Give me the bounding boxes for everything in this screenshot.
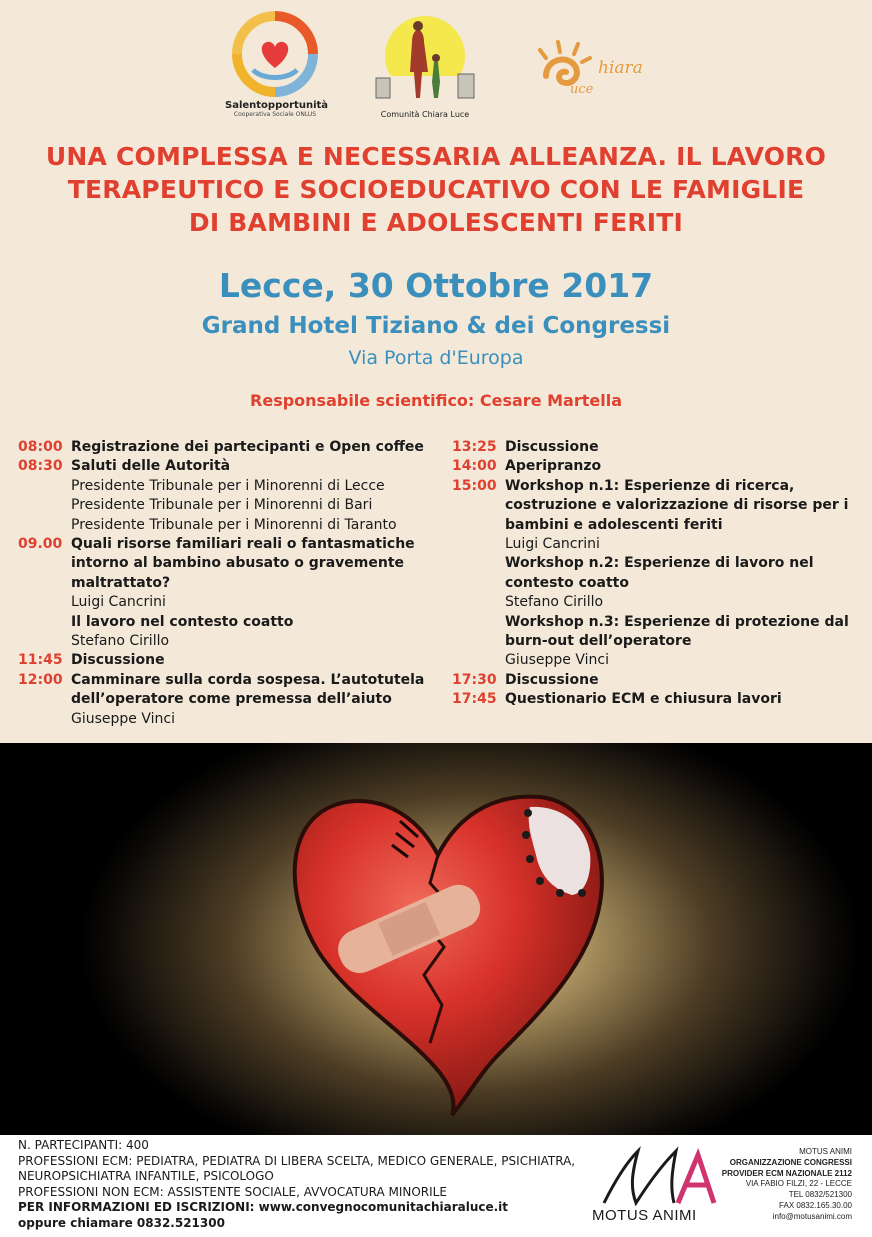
program-row xyxy=(452,438,862,457)
participants-count: N. PARTECIPANTI: 400 xyxy=(18,1138,149,1152)
program-text: Giuseppe Vinci xyxy=(505,652,609,669)
program-text: Presidente Tribunale per i Minorenni di Taranto xyxy=(71,516,397,533)
event-address: Via Porta d'Europa xyxy=(348,347,524,369)
title-line-3: DI BAMBINI E ADOLESCENTI FERITI xyxy=(188,208,684,237)
program-row xyxy=(18,574,438,593)
program-text: burn-out dell’operatore xyxy=(505,633,692,650)
luce-word: uce xyxy=(570,82,594,97)
program-text: Saluti delle Autorità xyxy=(71,458,231,475)
program-row xyxy=(18,554,438,573)
hands-heart-icon xyxy=(229,10,321,98)
salentopportunita-name: Salentopportunità xyxy=(225,100,329,111)
program-row xyxy=(18,690,438,709)
organizer-fax: FAX 0832.165.30.00 xyxy=(779,1200,852,1210)
organizer-info xyxy=(722,1147,852,1223)
program-row xyxy=(18,438,438,457)
footer-info xyxy=(18,1138,575,1231)
program-row xyxy=(18,477,438,496)
program-left-column xyxy=(18,438,438,729)
program-text: costruzione e valorizzazione di risorse per i xyxy=(505,497,849,514)
program-row xyxy=(18,457,438,476)
program-text: dell’operatore come premessa dell’aiuto xyxy=(71,691,392,708)
program-text: Questionario ECM e chiusura lavori xyxy=(505,691,782,708)
program-text: Workshop n.3: Esperienze di protezione dal xyxy=(505,613,849,630)
program-time: 15:00 xyxy=(452,477,497,494)
program-row xyxy=(18,593,438,612)
program-text: intorno al bambino abusato o gravemente xyxy=(71,555,405,572)
broken-heart-image xyxy=(0,743,872,1135)
program-row xyxy=(452,457,862,476)
program-time: 14:00 xyxy=(452,458,497,475)
event-title xyxy=(0,140,872,239)
non-ecm-professions: PROFESSIONI NON ECM: ASSISTENTE SOCIALE, AVVOCATURA MINORILE xyxy=(18,1184,447,1199)
organizer-name: MOTUS ANIMI xyxy=(799,1147,852,1156)
registration-phone: oppure chiamare 0832.521300 xyxy=(18,1215,225,1230)
program-row xyxy=(452,671,862,690)
program-time: 17:45 xyxy=(452,691,497,708)
program-text: Luigi Cancrini xyxy=(505,536,600,553)
title-line-2: TERAPEUTICO E SOCIOEDUCATIVO CON LE FAMIGLIE xyxy=(67,175,805,204)
program-text: Presidente Tribunale per i Minorenni di Bari xyxy=(71,497,373,514)
organizer-address: VIA FABIO FILZI, 22 - LECCE xyxy=(745,1179,852,1189)
salentopportunita-subtitle: Cooperativa Sociale ONLUS xyxy=(233,111,317,118)
program-row xyxy=(18,516,438,535)
program-text: maltrattato? xyxy=(71,574,171,591)
program-text: bambini e adolescenti feriti xyxy=(505,516,723,533)
program-text: Registrazione dei partecipanti e Open coffee xyxy=(71,439,424,455)
program-row xyxy=(452,651,862,670)
program-text: Camminare sulla corda sospesa. L’autotutela xyxy=(71,671,425,688)
ma-monogram-icon xyxy=(590,1145,720,1207)
program-row xyxy=(452,477,862,496)
program-time: 11:45 xyxy=(18,652,63,669)
scientific-responsible: Responsabile scientifico: Cesare Martella xyxy=(250,391,622,410)
program-row xyxy=(452,496,862,515)
motus-animi-brand: MOTUS ANIMI xyxy=(592,1207,697,1224)
motus-animi-logo xyxy=(590,1145,730,1225)
program-time: 12:00 xyxy=(18,671,63,688)
program-row xyxy=(452,690,862,709)
registration-info-link[interactable]: PER INFORMAZIONI ED ISCRIZIONI: www.convegnocomunitachiaraluce.it xyxy=(18,1200,509,1214)
program-row xyxy=(18,535,438,554)
program-text: Presidente Tribunale per i Minorenni di Lecce xyxy=(71,477,385,494)
organizer-role: ORGANIZZAZIONE CONGRESSI xyxy=(729,1157,852,1167)
program-row xyxy=(452,554,862,573)
program-row xyxy=(18,671,438,690)
program-time: 08:30 xyxy=(18,458,63,475)
program-text: Aperipranzo xyxy=(505,458,602,475)
program-row xyxy=(452,632,862,651)
program-row xyxy=(452,516,862,535)
comunita-chiara-luce-logo xyxy=(370,12,480,119)
program-row xyxy=(452,535,862,554)
program-time: 13:25 xyxy=(452,439,497,455)
program-time: 17:30 xyxy=(452,671,497,688)
program-text: Discussione xyxy=(505,439,599,455)
program-text: Il lavoro nel contesto coatto xyxy=(71,613,294,630)
patched-heart-icon xyxy=(0,743,872,1135)
program-row xyxy=(452,574,862,593)
program-row xyxy=(18,632,438,651)
ecm-professions-line-1: PROFESSIONI ECM: PEDIATRA, PEDIATRA DI LIBERA SCELTA, MEDICO GENERALE, PSICHIATRA, xyxy=(18,1153,576,1168)
comunita-name: Comunità Chiara Luce xyxy=(380,110,470,119)
program-text: Giuseppe Vinci xyxy=(71,710,175,727)
program-text: Discussione xyxy=(71,652,165,669)
program-text: Stefano Cirillo xyxy=(71,633,170,650)
title-line-1: UNA COMPLESSA E NECESSARIA ALLEANZA. IL LAVORO xyxy=(45,142,827,171)
program-text: Quali risorse familiari reali o fantasmatiche xyxy=(71,536,415,553)
chiara-word: hiara xyxy=(598,58,643,78)
program-text: Luigi Cancrini xyxy=(71,594,166,611)
event-date: Lecce, 30 Ottobre 2017 xyxy=(218,266,654,305)
organizer-tel: TEL 0832/521300 xyxy=(788,1190,852,1200)
program-text: Stefano Cirillo xyxy=(505,594,604,611)
program-text: Discussione xyxy=(505,671,599,688)
chiara-luce-logo xyxy=(530,36,650,110)
program-row xyxy=(452,593,862,612)
logo-bar xyxy=(0,8,872,126)
organizer-email[interactable]: info@motusanimi.com xyxy=(772,1211,852,1221)
program-row xyxy=(18,651,438,670)
program-time: 08:00 xyxy=(18,439,63,455)
footer xyxy=(0,1135,872,1237)
program-text: contesto coatto xyxy=(505,574,629,591)
organizer-provider: PROVIDER ECM NAZIONALE 2112 xyxy=(721,1168,852,1178)
event-venue: Grand Hotel Tiziano & dei Congressi xyxy=(201,313,671,339)
salentopportunita-logo xyxy=(225,10,329,118)
program-text: Workshop n.2: Esperienze di lavoro nel xyxy=(505,555,814,572)
ecm-professions-line-2: NEUROPSICHIATRA INFANTILE, PSICOLOGO xyxy=(18,1169,274,1183)
program-time: 09.00 xyxy=(18,536,63,553)
program-row xyxy=(18,613,438,632)
program-row xyxy=(452,613,862,632)
program-row xyxy=(18,710,438,729)
mother-child-icon xyxy=(370,12,480,104)
program-text: Workshop n.1: Esperienze di ricerca, xyxy=(505,477,795,494)
program-right-column xyxy=(452,438,862,710)
program-row xyxy=(18,496,438,515)
